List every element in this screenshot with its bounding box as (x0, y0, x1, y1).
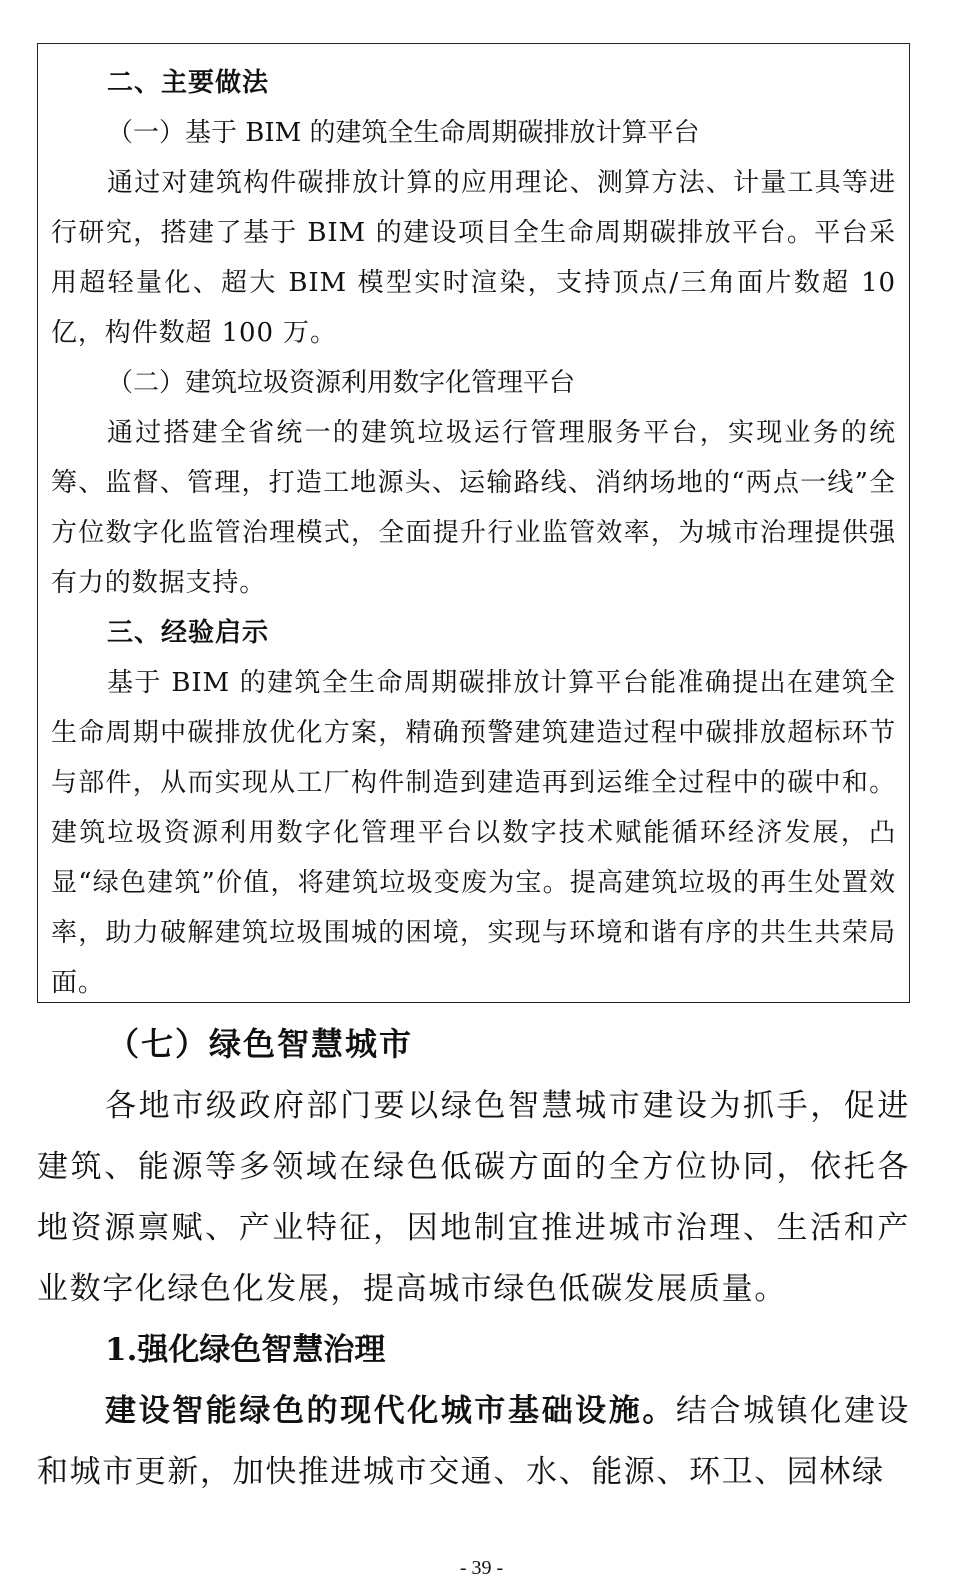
infrastructure-paragraph (37, 1381, 910, 1503)
heading-main-practices: 二、主要做法 (107, 68, 270, 98)
paragraph-lessons: 基于 BIM 的建筑全生命周期碳排放计算平台能准确提出在建筑全生命周期中碳排放优化方案，精确预警建筑建造过程中碳排放超标环节与部件，从而实现从工厂构件制造到建造再到运维全过程中的碳中和。建筑垃圾资源利用数字化管理平台以数字技术赋能循环经济发展，凸显“绿色建筑”价值，将建筑垃圾变废为宝。提高建筑垃圾的再生处置效率，助力破解建筑垃圾围城的困境，实现与环境和谐有序的共生共荣局面。 (51, 668, 896, 998)
section-intro-paragraph: 各地市级政府部门要以绿色智慧城市建设为抓手，促进建筑、能源等多领域在绿色低碳方面的全方位协同，依托各地资源禀赋、产业特征，因地制宜推进城市治理、生活和产业数字化绿色化发展，提高城市绿色低碳发展质量。 (37, 1088, 910, 1307)
subheading-waste-platform: （二）建筑垃圾资源利用数字化管理平台 (107, 368, 576, 398)
subheading-bim-platform: （一）基于 BIM 的建筑全生命周期碳排放计算平台 (107, 118, 700, 148)
paragraph-bim-platform: 通过对建筑构件碳排放计算的应用理论、测算方法、计量工具等进行研究，搭建了基于 BIM 的建设项目全生命周期碳排放平台。平台采用超轻量化、超大 BIM 模型实时渲染，支持顶点/三角面片数超 10 亿，构件数超 100 万。 (51, 168, 896, 348)
page-number: - 39 - (459, 1557, 504, 1579)
subsection-title-governance: 1.强化绿色智慧治理 (105, 1332, 386, 1368)
section-intro-block (37, 1076, 910, 1320)
paragraph-waste-platform: 通过搭建全省统一的建筑垃圾运行管理服务平台，实现业务的统筹、监督、管理，打造工地源头、运输路线、消纳场地的“两点一线”全方位数字化监管治理模式，全面提升行业监管效率，为城市治理提供强有力的数据支持。 (51, 418, 896, 598)
case-study-box (37, 43, 910, 1003)
infrastructure-text: 结合城镇化建设和城市更新，加快推进城市交通、水、能源、环卫、园林绿 (37, 1393, 910, 1490)
infrastructure-block (37, 1381, 910, 1503)
heading-lessons: 三、经验启示 (107, 618, 270, 648)
section-title-green-smart-city: （七）绿色智慧城市 (107, 1025, 414, 1063)
infrastructure-lead: 建设智能绿色的现代化城市基础设施。 (105, 1393, 676, 1429)
